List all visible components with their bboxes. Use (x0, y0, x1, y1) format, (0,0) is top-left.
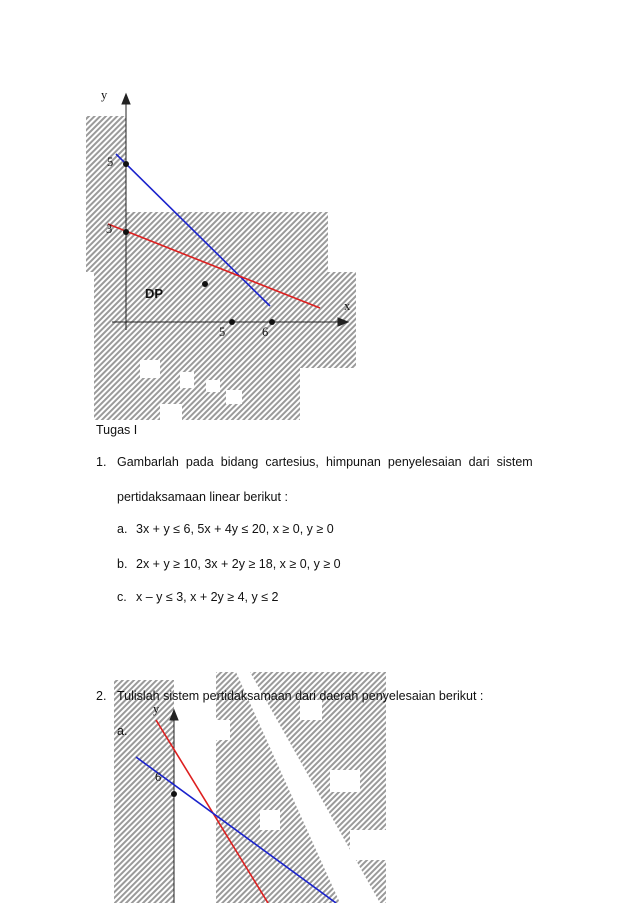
tick-y-3: 3 (106, 222, 113, 236)
item-text: x – y ≤ 3, x + 2y ≥ 4, y ≤ 2 (136, 590, 279, 604)
tick-y-6: 6 (155, 770, 162, 784)
point-y3 (123, 229, 129, 235)
question-1-line-2: pertidaksamaan linear berikut : (117, 490, 288, 504)
section-title: Tugas I (96, 423, 138, 437)
tick-y-5: 5 (107, 155, 114, 169)
tick-x-6: 6 (262, 325, 269, 339)
figure-1-graphic (0, 0, 638, 430)
tick-x-5: 5 (219, 325, 226, 339)
point-y5 (123, 161, 129, 167)
question-1-number: 1. (96, 455, 107, 469)
axis-y-label: y (153, 702, 160, 716)
item-text: 3x + y ≤ 6, 5x + 4y ≤ 20, x ≥ 0, y ≥ 0 (136, 522, 334, 536)
item-letter: c. (117, 590, 127, 604)
item-text: 2x + y ≥ 10, 3x + 2y ≥ 18, x ≥ 0, y ≥ 0 (136, 557, 341, 571)
question-2-number: 2. (96, 689, 107, 703)
point-region (202, 281, 208, 287)
figure-1 (0, 0, 638, 430)
point-x6 (269, 319, 275, 325)
point-y6 (171, 791, 177, 797)
question-2-text: Tulislah sistem pertidaksamaan dari daerah penyelesaian berikut : (117, 689, 484, 703)
axis-y-label: y (101, 88, 108, 102)
item-letter: b. (117, 557, 128, 571)
question-2-sub: a. (117, 724, 128, 738)
item-letter: a. (117, 522, 128, 536)
question-1-line-1: Gambarlah pada bidang cartesius, himpunan penyelesaian dari sistem (117, 455, 533, 469)
point-x5 (229, 319, 235, 325)
region-label: DP (145, 286, 164, 301)
axis-x-label: x (344, 299, 351, 313)
